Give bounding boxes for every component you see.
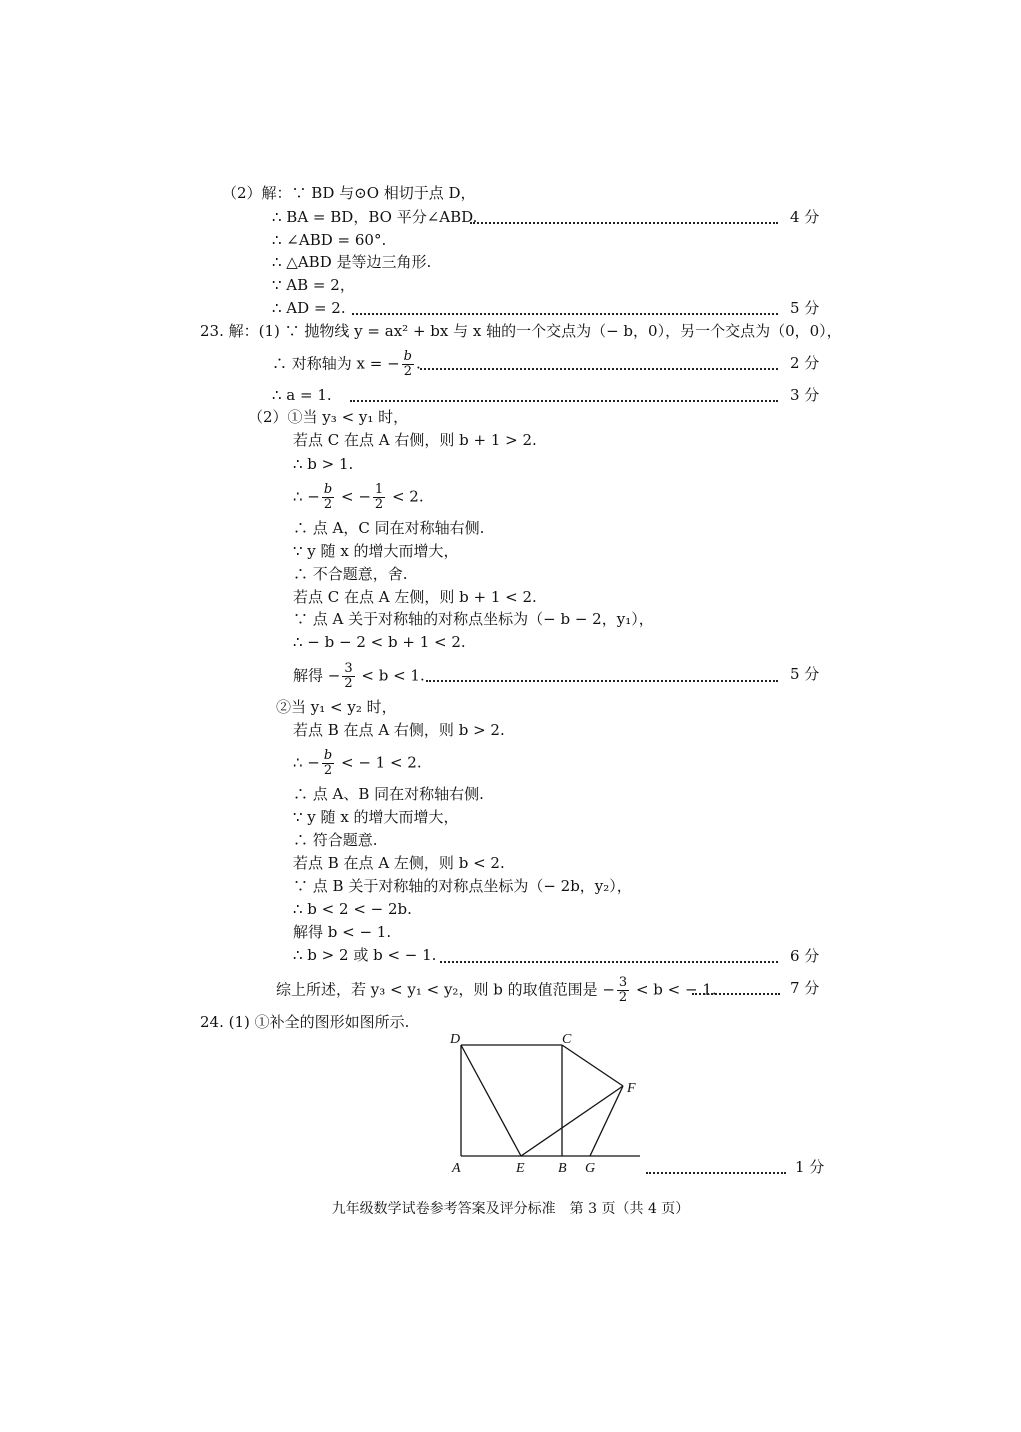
q23-d9: 解得 b < − 1. <box>293 923 392 941</box>
q23-summary <box>276 976 717 1005</box>
c10-suffix: < b < 1. <box>356 666 425 685</box>
c10-prefix: 解得 − <box>293 666 341 685</box>
dot-leader <box>646 1172 786 1174</box>
q22-line-4: ∵ AB = 2， <box>272 276 355 294</box>
segment-ef <box>521 1086 623 1156</box>
page-footer: 九年级数学试卷参考答案及评分标准 第 3 页（共 4 页） <box>331 1201 690 1217</box>
fraction-den: 2 <box>344 676 353 691</box>
q23-c8: ∵ 点 A 关于对称轴的对称点坐标为（− b − 2，y₁）， <box>293 610 654 628</box>
dot-leader <box>470 222 778 224</box>
label-f: F <box>627 1081 636 1096</box>
q24-head: 24. (1) ①补全的图形如图所示. <box>200 1013 410 1031</box>
dot-leader <box>692 993 780 995</box>
label-g: G <box>585 1161 596 1176</box>
label-a: A <box>452 1161 461 1176</box>
label-d: D <box>450 1032 461 1047</box>
fraction-den: 2 <box>323 763 333 778</box>
q22-line-1: ∴ BA = BD，BO 平分∠ABD. <box>272 208 478 226</box>
axis-suffix: . <box>416 354 421 373</box>
axis-fraction <box>402 350 414 379</box>
q23-d2 <box>293 749 422 778</box>
q23-d6: 若点 B 在点 A 左侧，则 b < 2. <box>293 854 505 872</box>
q23-d1: 若点 B 在点 A 右侧，则 b > 2. <box>293 721 505 739</box>
geometry-figure <box>430 1025 650 1180</box>
dot-leader <box>426 680 778 682</box>
label-b: B <box>558 1161 567 1176</box>
dot-leader <box>350 400 778 402</box>
q23-d7: ∵ 点 B 关于对称轴的对称点坐标为（− 2b，y₂）， <box>293 877 632 895</box>
fraction-den: 2 <box>618 990 628 1005</box>
q23-c1: 若点 C 在点 A 右侧，则 b + 1 > 2. <box>293 431 537 449</box>
score-5: 5 分 <box>790 299 820 317</box>
label-c: C <box>562 1032 572 1047</box>
fraction-den: 2 <box>403 364 412 379</box>
q23-part2-head: （2）①当 y₃ < y₁ 时， <box>248 408 409 426</box>
fraction-num: b <box>403 349 412 364</box>
q23-d8: ∴ b < 2 < − 2b. <box>293 900 412 918</box>
d2-prefix: ∴ − <box>293 753 320 772</box>
fraction-num: 3 <box>618 975 628 990</box>
label-e: E <box>516 1161 525 1176</box>
q23-d4: ∵ y 随 x 的增大而增大， <box>293 808 459 826</box>
dot-leader <box>420 368 778 370</box>
q23-c4: ∴ 点 A，C 同在对称轴右侧. <box>293 519 485 537</box>
fraction-num: 1 <box>374 482 384 497</box>
segment-fg <box>590 1086 623 1156</box>
q23-part3-head: ②当 y₁ < y₂ 时， <box>276 698 397 716</box>
fraction-num: b <box>323 748 333 763</box>
q23-a-line: ∴ a = 1. <box>272 386 332 404</box>
summary-fraction <box>617 976 629 1005</box>
q22-part2-intro: （2）解：∵ BD 与⊙O 相切于点 D， <box>222 184 476 202</box>
q23-c3 <box>293 483 424 512</box>
q23-c10 <box>293 662 425 691</box>
score-1: 1 分 <box>795 1158 825 1176</box>
q23-c9: ∴ − b − 2 < b + 1 < 2. <box>293 633 466 651</box>
q23-c6: ∴ 不合题意，舍. <box>293 565 408 583</box>
d2-fraction <box>322 749 334 778</box>
c3-fraction-1 <box>322 483 334 512</box>
q23-axis-line <box>272 350 421 379</box>
q23-d10: ∴ b > 2 或 b < − 1. <box>293 946 437 964</box>
q22-line-3: ∴ △ABD 是等边三角形. <box>272 253 432 271</box>
score-4: 4 分 <box>790 208 820 226</box>
fraction-den: 2 <box>323 497 333 512</box>
d2-suffix: < − 1 < 2. <box>336 753 422 772</box>
c10-fraction <box>342 662 354 691</box>
q23-c5: ∵ y 随 x 的增大而增大， <box>293 542 459 560</box>
fraction-den: 2 <box>374 497 384 512</box>
score-5b: 5 分 <box>790 665 820 683</box>
q22-line-2: ∴ ∠ABD = 60°. <box>272 231 387 249</box>
q23-head: 23. 解：(1) ∵ 抛物线 y = ax² + bx 与 x 轴的一个交点为（− b，0），另一个交点为（0，0）， <box>200 322 842 340</box>
axis-prefix: ∴ 对称轴为 x = − <box>272 354 400 373</box>
segment-de <box>461 1045 521 1156</box>
dot-leader <box>440 961 778 963</box>
score-6: 6 分 <box>790 947 820 965</box>
c3-mid: < − <box>336 487 371 506</box>
c3-prefix: ∴ − <box>293 487 320 506</box>
score-3: 3 分 <box>790 386 820 404</box>
q23-d5: ∴ 符合题意. <box>293 831 378 849</box>
summary-prefix: 综上所述，若 y₃ < y₁ < y₂，则 b 的取值范围是 − <box>276 980 615 999</box>
score-7: 7 分 <box>790 979 820 997</box>
c3-suffix: < 2. <box>387 487 424 506</box>
q22-line-5: ∴ AD = 2. <box>272 299 346 317</box>
summary-suffix: < b < − 1. <box>631 980 717 999</box>
q23-c2: ∴ b > 1. <box>293 455 354 473</box>
dot-leader <box>352 313 778 315</box>
fraction-num: b <box>323 482 333 497</box>
q23-d3: ∴ 点 A、B 同在对称轴右侧. <box>293 785 484 803</box>
score-2: 2 分 <box>790 354 820 372</box>
segment-cf <box>562 1045 623 1086</box>
q23-c7: 若点 C 在点 A 左侧，则 b + 1 < 2. <box>293 588 537 606</box>
c3-fraction-2 <box>373 483 385 512</box>
fraction-num: 3 <box>344 661 353 676</box>
